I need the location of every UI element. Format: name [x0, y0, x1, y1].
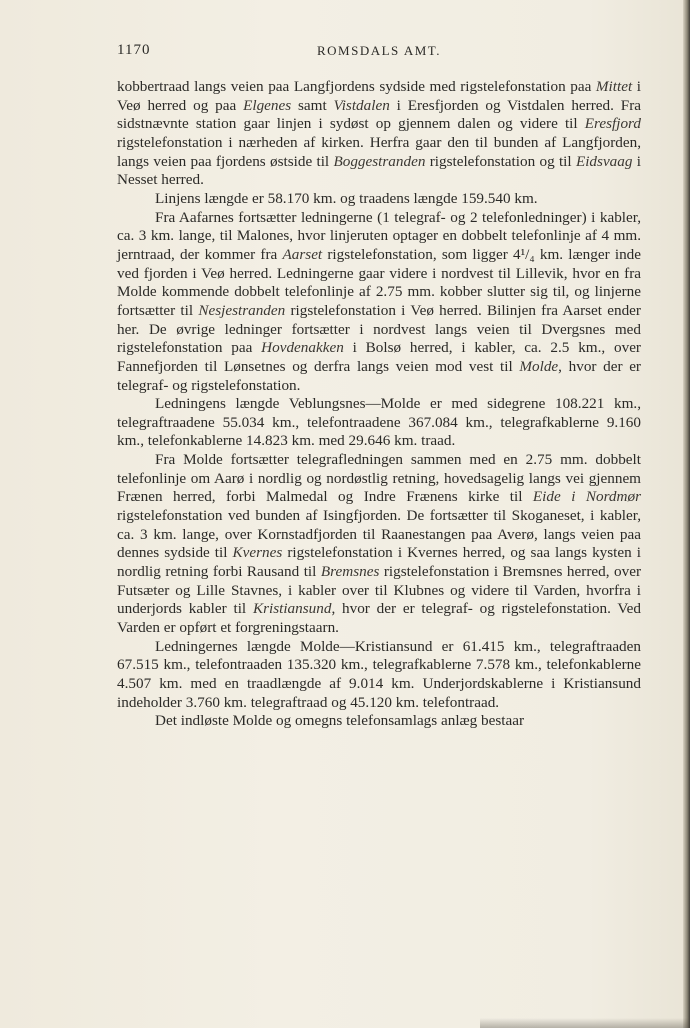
text-segment: Ledningens længde Veblungsnes—Molde er med sidegrene 108.221 km., telegraftraadene 55.034 km., telefontraadene 367.084 km., telegrafkablerne 9.160 km., telefonkablerne 14.823 km. med 29.646 km. traad. [117, 395, 641, 450]
page-number: 1170 [117, 42, 151, 58]
paragraph [117, 712, 641, 731]
page-shadow [480, 1018, 690, 1028]
place-name: Boggestranden [333, 152, 426, 170]
paragraph [117, 451, 641, 638]
text-segment: i Bolsø herred, i kabler, ca. 2.5 km., over Fannefjorden til Lønsetnes og derfra langs veien mod vest til [117, 339, 641, 375]
place-name: Aarset [282, 245, 323, 263]
text-segment: rigstelefonstation ved bunden af Isingfjorden. De fortsætter til Skoganeset, i kabler, ca. 3 km. lange, over Kornstadfjorden til Raanestangen paa Averø, langs veien paa dennes sydside til [117, 507, 641, 562]
place-name: Elgenes [243, 96, 292, 114]
text-segment: rigstelefonstation, som ligger 4¹/₄ km. længer inde ved fjorden i Veø herred. Ledningerne gaar videre i nordvest til Lillevik, hvor en fra Molde kommende dobbelt telefonlinje af 2.75 mm. kobber slutter sig til, og linjerne fortsætter til [117, 245, 642, 319]
text-segment: Linjens længde er 58.170 km. og traadens længde 159.540 km. [155, 189, 538, 207]
text-segment: i Veø herred og paa [117, 78, 641, 114]
paragraph [117, 190, 641, 209]
text-segment: rigstelefonstation i Bremsnes herred, over Futsæter og Lille Stavnes, i kabler over til Klubnes og videre til Varden, hvorfra i underjords kabler til [117, 563, 641, 618]
running-head: ROMSDALS AMT. [316, 43, 441, 58]
text-segment: i Eresfjorden og Vistdalen herred. Fra sidstnævnte station gaar linjen i sydøst op gjennem dalen og videre til [117, 96, 641, 133]
place-name: Nesjestranden [198, 301, 286, 319]
text-segment: rigstelefonstation og til [425, 152, 576, 170]
paragraph [117, 638, 641, 713]
paragraph [117, 395, 641, 451]
text-segment: , hvor der er telegraf- og rigstelefonstation. [117, 357, 641, 394]
body-text [117, 78, 641, 731]
place-name: Kvernes [232, 544, 283, 562]
text-segment: Det indløste Molde og omegns telefonsamlags anlæg bestaar [155, 712, 525, 730]
place-name: Molde [519, 357, 559, 375]
text-segment: Ledningernes længde Molde—Kristiansund er 61.415 km., telegraftraaden 67.515 km., telefontraaden 135.320 km., telegrafkablerne 7.578 km., telefonkablerne 4.507 km. med en traadlængde af 9.014 km. Underjordskablerne i Kristiansund indeholder 3.760 km. telegraftraad og 45.120 km. telefontraad. [117, 637, 641, 711]
place-name: Eide i Nordmør [532, 488, 642, 506]
text-segment: , hvor der er telegraf- og rigstelefonstation. Ved Varden er opført et forgreningstaarn. [117, 600, 641, 637]
page-header [117, 42, 641, 62]
place-name: Eidsvaag [575, 152, 633, 170]
text-segment: Fra Aafarnes fortsætter ledningerne (1 telegraf- og 2 telefonledninger) i kabler, ca. 3 km. lange, til Malones, hvor linjeruten optager en dobbelt telefonlinje af 4 mm. jerntraad, der kommer fra [117, 208, 641, 263]
place-name: Kristiansund [252, 600, 332, 618]
text-segment: rigstelefonstation i Veø herred. Bilinjen fra Aarset ender her. De øvrige ledninger fortsætter i nordvest langs veien til Dvergsnes med rigstelefonstation paa [117, 301, 641, 357]
place-name: Hovdenakken [261, 339, 344, 357]
text-segment: kobbertraad langs veien paa Langfjordens sydside med rigstelefonstation paa [117, 78, 596, 95]
place-name: Mittet [595, 78, 633, 95]
page-edge [683, 0, 690, 1028]
text-segment: rigstelefonstation i nærheden af kirken. Herfra gaar den til bunden af Langfjorden, langs veien paa fjordens østside til [117, 133, 641, 170]
paragraph [117, 78, 641, 190]
place-name: Eresfjord [584, 115, 641, 133]
place-name: Bremsnes [320, 563, 380, 581]
text-segment: samt [291, 96, 334, 114]
paragraph [117, 209, 641, 396]
text-segment: Fra Molde fortsætter telegrafledningen sammen med en 2.75 mm. dobbelt telefonlinje om Aarø i nordlig og nordøstlig retning, hovedsagelig langs vei gjennem Frænen herred, forbi Malmedal og Indre Frænens kirke til [117, 451, 641, 506]
text-segment: rigstelefonstation i Kvernes herred, og saa langs kysten i nordlig retning forbi Rausand til [117, 544, 641, 581]
text-segment: i Nesset herred. [117, 152, 641, 189]
place-name: Vistdalen [333, 96, 390, 114]
